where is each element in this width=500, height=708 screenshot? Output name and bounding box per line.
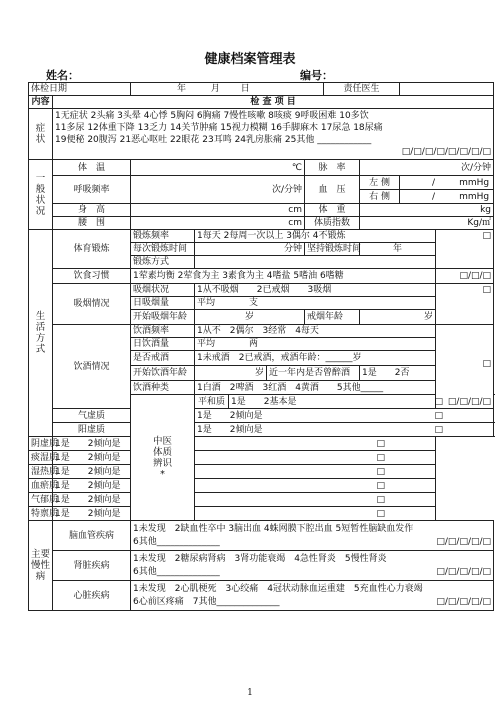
exam-date-row xyxy=(29,83,494,96)
form-title: 健康档案管理表 xyxy=(204,52,296,67)
smoke-daily-label: 日吸烟量 xyxy=(131,297,195,310)
tcm-type-name: 气郁质 xyxy=(29,493,53,507)
doctor-field[interactable] xyxy=(400,83,494,96)
bmi-unit: Kg/㎡ xyxy=(467,218,492,228)
symptom-line-2: 11多尿 12体重下降 13乏力 14关节肿痛 15视力模糊 16手脚麻木 17尿急 18尿痛 xyxy=(55,123,383,133)
height-weight-row xyxy=(29,204,494,217)
pulse-unit: 次/分钟 xyxy=(460,162,492,173)
diet-options[interactable]: 1荤素均衡 2荤食为主 3素食为主 4嗜盐 5嗜油 6嗜糖 xyxy=(131,269,436,284)
diet-label: 饮食习惯 xyxy=(53,269,131,284)
kidney-disease-checkboxes[interactable]: □/□/□/□/□ xyxy=(436,566,492,577)
tcm-type-name: 特禀质 xyxy=(29,507,53,521)
exercise-label: 体育锻炼 xyxy=(53,230,131,269)
kidney-disease-line-2: 6其他______________ xyxy=(133,566,220,577)
exercise-freq-row xyxy=(29,230,494,243)
tcm-type-options[interactable]: 1是 2倾向是 □ xyxy=(53,451,436,465)
resp-bp-left-row xyxy=(29,176,494,190)
tcm-type-options[interactable]: 1是 2倾向是 □ xyxy=(53,437,436,451)
height-unit: cm xyxy=(288,205,303,215)
bp-left-slash: / xyxy=(432,177,436,188)
resp-unit: 次/分钟 xyxy=(271,184,303,195)
bmi-label: 体质指数 xyxy=(305,217,360,230)
bp-left-unit: mmHg xyxy=(459,177,490,188)
symptom-checkboxes[interactable]: □/□/□/□/□/□/□/□ xyxy=(401,147,492,157)
tcm-type-name: 痰湿质 xyxy=(29,451,53,465)
bmi-field[interactable] xyxy=(360,217,494,230)
bp-right-field[interactable] xyxy=(400,190,494,204)
smoke-start-field[interactable] xyxy=(195,310,305,325)
brain-disease-line-1: 1未发现 2缺血性卒中 3脑出血 4蛛网膜下腔出血 5短暂性脑缺血发作 xyxy=(133,523,414,534)
resp-field[interactable] xyxy=(131,176,305,204)
exam-date-field[interactable] xyxy=(131,83,324,96)
drink-start-field[interactable] xyxy=(195,366,267,381)
smoke-checkbox[interactable]: □ xyxy=(436,284,494,325)
waist-field[interactable] xyxy=(131,217,305,230)
exercise-years-label: 坚持锻炼时间 xyxy=(305,243,360,256)
tcm-checkbox[interactable]: □ xyxy=(434,396,444,407)
smoke-start-unit: 岁 xyxy=(245,312,255,322)
drink-type-label: 饮酒种类 xyxy=(131,381,195,395)
tcm-row xyxy=(29,451,494,465)
minute-unit: 分钟 xyxy=(284,244,303,254)
tcm-checkbox[interactable]: □ xyxy=(376,494,386,505)
temp-row xyxy=(29,160,494,176)
tcm-type-options[interactable]: 1是 2倾向是 □ xyxy=(53,479,436,493)
tcm-type-name: 气虚质 xyxy=(53,409,131,423)
tcm-checkbox[interactable]: □ xyxy=(434,410,444,421)
heart-disease-options[interactable] xyxy=(131,581,494,611)
tcm-type-options[interactable]: 1是 2倾向是 □ xyxy=(53,507,436,521)
tcm-type-name: 平和质 xyxy=(195,395,229,409)
bp-right-slash: / xyxy=(432,191,436,202)
tcm-type-name: 阳虚质 xyxy=(53,423,131,437)
kidney-disease-label: 肾脏疾病 xyxy=(53,551,131,581)
smoke-label: 吸烟情况 xyxy=(53,284,131,325)
tcm-label: 中医 体质 辨识 * xyxy=(131,395,195,521)
general-status-label: 一 般 状 况 xyxy=(29,160,53,230)
name-label: 姓名： xyxy=(46,69,79,82)
symptom-options[interactable] xyxy=(53,109,494,160)
exercise-mode-field[interactable] xyxy=(195,256,436,269)
exercise-years-field[interactable] xyxy=(360,243,436,256)
temp-label: 体 温 xyxy=(53,160,131,176)
brain-disease-label: 脑血管疾病 xyxy=(53,521,131,551)
quit-smoke-age-field[interactable] xyxy=(360,310,436,325)
diet-row xyxy=(29,269,494,284)
tcm-row xyxy=(29,437,494,451)
tcm-checkbox[interactable]: □ xyxy=(376,480,386,491)
content-header: 内容 xyxy=(29,96,53,109)
waist-unit: cm xyxy=(288,218,303,228)
brain-disease-line-2: 6其他______________ xyxy=(133,536,220,547)
lifestyle-label: 生 活 方 式 xyxy=(29,230,53,437)
symptom-line-3: 19便秘 20腹泻 21恶心呕吐 22眼花 23耳鸣 24乳房胀痛 25其他 ____________ xyxy=(55,135,372,145)
tcm-type-options[interactable]: 1是 2倾向是 □ xyxy=(53,465,436,479)
heart-disease-line-2: 6心前区疼痛 7其他______________ xyxy=(133,596,280,607)
tcm-checkbox[interactable]: □ xyxy=(376,452,386,463)
exercise-time-field[interactable] xyxy=(195,243,305,256)
name-row xyxy=(0,67,500,81)
bp-left-label: 左 侧 xyxy=(360,176,400,190)
resp-label: 呼吸频率 xyxy=(53,176,131,204)
exam-date-label: 体检日期 xyxy=(29,83,131,96)
bp-right-unit: mmHg xyxy=(459,191,490,202)
bp-label: 血 压 xyxy=(305,176,360,204)
heart-disease-checkboxes[interactable]: □/□/□/□/□ xyxy=(436,596,492,607)
health-record-table xyxy=(28,82,494,611)
header-row xyxy=(29,96,494,109)
quit-smoke-age-label: 戒烟年龄 xyxy=(305,310,360,325)
smoke-start-label: 开始吸烟年龄 xyxy=(131,310,195,325)
brain-disease-row xyxy=(29,521,494,551)
smoke-status-label: 吸烟状况 xyxy=(131,284,195,297)
brain-disease-checkboxes[interactable]: □/□/□/□/□ xyxy=(436,536,492,547)
years-unit: 年 xyxy=(393,244,403,254)
temp-field[interactable] xyxy=(131,160,305,176)
weight-label: 体 重 xyxy=(305,204,360,217)
smoke-avg-label: 平均 xyxy=(197,298,216,308)
number-label: 编号： xyxy=(300,69,333,82)
drink-daily-label: 日饮酒量 xyxy=(131,338,195,351)
symptom-line-1: 1无症状 2头痛 3头晕 4心悸 5胸闷 6胸痛 7慢性咳嗽 8咳痰 9呼吸困难 10多饮 xyxy=(55,111,369,121)
tcm-row xyxy=(29,507,494,521)
symptom-row xyxy=(29,109,494,160)
exercise-mode-label: 锻炼方式 xyxy=(131,256,195,269)
tcm-checkbox[interactable]: □ xyxy=(376,508,386,519)
drink-freq-box[interactable]: □ xyxy=(482,359,492,369)
diet-checkboxes[interactable]: □/□/□ xyxy=(436,269,494,284)
drink-start-label: 开始饮酒年龄 xyxy=(131,366,195,381)
exercise-checkbox[interactable]: □ xyxy=(436,230,494,269)
quit-drink-options[interactable]: 1未戒酒 2已戒酒，戒酒年龄：______岁 xyxy=(195,351,436,366)
bp-right-label: 右 侧 xyxy=(360,190,400,204)
day-label: 日 xyxy=(240,84,250,94)
page-number: 1 xyxy=(247,688,253,698)
drink-freq-options[interactable]: 1从不 2偶尔 3经常 4每天 xyxy=(195,325,436,338)
symptom-label: 症 状 xyxy=(29,109,53,160)
waist-label: 腰 围 xyxy=(53,217,131,230)
year-label: 年 xyxy=(177,84,187,94)
weight-field[interactable] xyxy=(360,204,494,217)
smoke-status-options[interactable]: 1从不吸烟 2已戒烟 3吸烟 xyxy=(195,284,436,297)
weight-unit: kg xyxy=(480,205,492,215)
tcm-checkbox[interactable]: □ xyxy=(376,438,386,449)
tcm-row xyxy=(29,493,494,507)
kidney-disease-line-1: 1未发现 2糖尿病肾病 3肾功能衰竭 4急性肾炎 5慢性肾炎 xyxy=(133,553,387,564)
drunk-options[interactable]: 1是 2否 xyxy=(360,366,436,381)
tcm-checkbox[interactable]: □ xyxy=(434,424,444,435)
items-header: 检 查 项 目 xyxy=(53,96,494,109)
exercise-freq-label: 锻炼频率 xyxy=(131,230,195,243)
height-label: 身 高 xyxy=(53,204,131,217)
drink-start-unit: 岁 xyxy=(255,368,265,378)
exercise-freq-options[interactable]: 1每天 2每周一次以上 3偶尔 4不锻炼 xyxy=(195,230,436,243)
height-field[interactable] xyxy=(131,204,305,217)
kidney-disease-row xyxy=(29,551,494,581)
doctor-label: 责任医生 xyxy=(324,83,400,96)
drunk-label: 近一年内是否曾醉酒 xyxy=(267,366,360,381)
drink-avg-label: 平均 xyxy=(197,339,216,349)
drink-daily-field[interactable] xyxy=(195,338,436,351)
exercise-time-label: 每次锻炼时间 xyxy=(131,243,195,256)
tcm-row xyxy=(29,423,494,437)
heart-disease-row xyxy=(29,581,494,611)
tcm-type-options[interactable]: 1是 2倾向是 □ xyxy=(195,423,494,437)
drink-freq-label: 饮酒频率 xyxy=(131,325,195,338)
tcm-row xyxy=(29,479,494,493)
drink-type-options[interactable]: 1白酒 2啤酒 3红酒 4黄酒 5其他_____ xyxy=(195,381,436,395)
drink-liang-unit: 两 xyxy=(249,339,259,349)
tcm-row xyxy=(29,465,494,479)
quit-smoke-age-unit: 岁 xyxy=(424,312,434,322)
brain-disease-options[interactable] xyxy=(131,521,494,551)
tcm-type-name: 湿热质 xyxy=(29,465,53,479)
heart-disease-line-1: 1未发现 2心肌梗死 3心绞痛 4冠状动脉血运重建 5充血性心力衰竭 xyxy=(133,583,423,594)
pulse-label: 脉 率 xyxy=(305,160,360,176)
tcm-type-options[interactable]: 1是 2倾向是 □ xyxy=(195,409,494,423)
tcm-checkbox[interactable]: □ xyxy=(376,466,386,477)
tcm-type-options[interactable]: 1是 2基本是 □ xyxy=(229,395,494,409)
bp-left-field[interactable] xyxy=(400,176,494,190)
smoke-status-row xyxy=(29,284,494,297)
quit-drink-label: 是否戒酒 xyxy=(131,351,195,366)
drink-freq-row xyxy=(29,325,494,338)
smoke-zhi-unit: 支 xyxy=(249,298,259,308)
kidney-disease-options[interactable] xyxy=(131,551,494,581)
temp-unit: ℃ xyxy=(291,162,303,173)
waist-bmi-row xyxy=(29,217,494,230)
tcm-type-options[interactable]: 1是 2倾向是 □ xyxy=(53,493,436,507)
pulse-field[interactable] xyxy=(360,160,494,176)
heart-disease-label: 心脏疾病 xyxy=(53,581,131,611)
tcm-type-name: 阴虚质 xyxy=(29,437,53,451)
smoke-daily-field[interactable] xyxy=(195,297,436,310)
drink-label: 饮酒情况 xyxy=(53,325,131,409)
month-label: 月 xyxy=(210,84,220,94)
tcm-row xyxy=(29,409,494,423)
tcm-type-name: 血瘀质 xyxy=(29,479,53,493)
drink-type-boxes[interactable]: □/□/□/□ xyxy=(447,397,492,407)
chronic-disease-label: 主要 慢性 病 xyxy=(29,521,53,611)
